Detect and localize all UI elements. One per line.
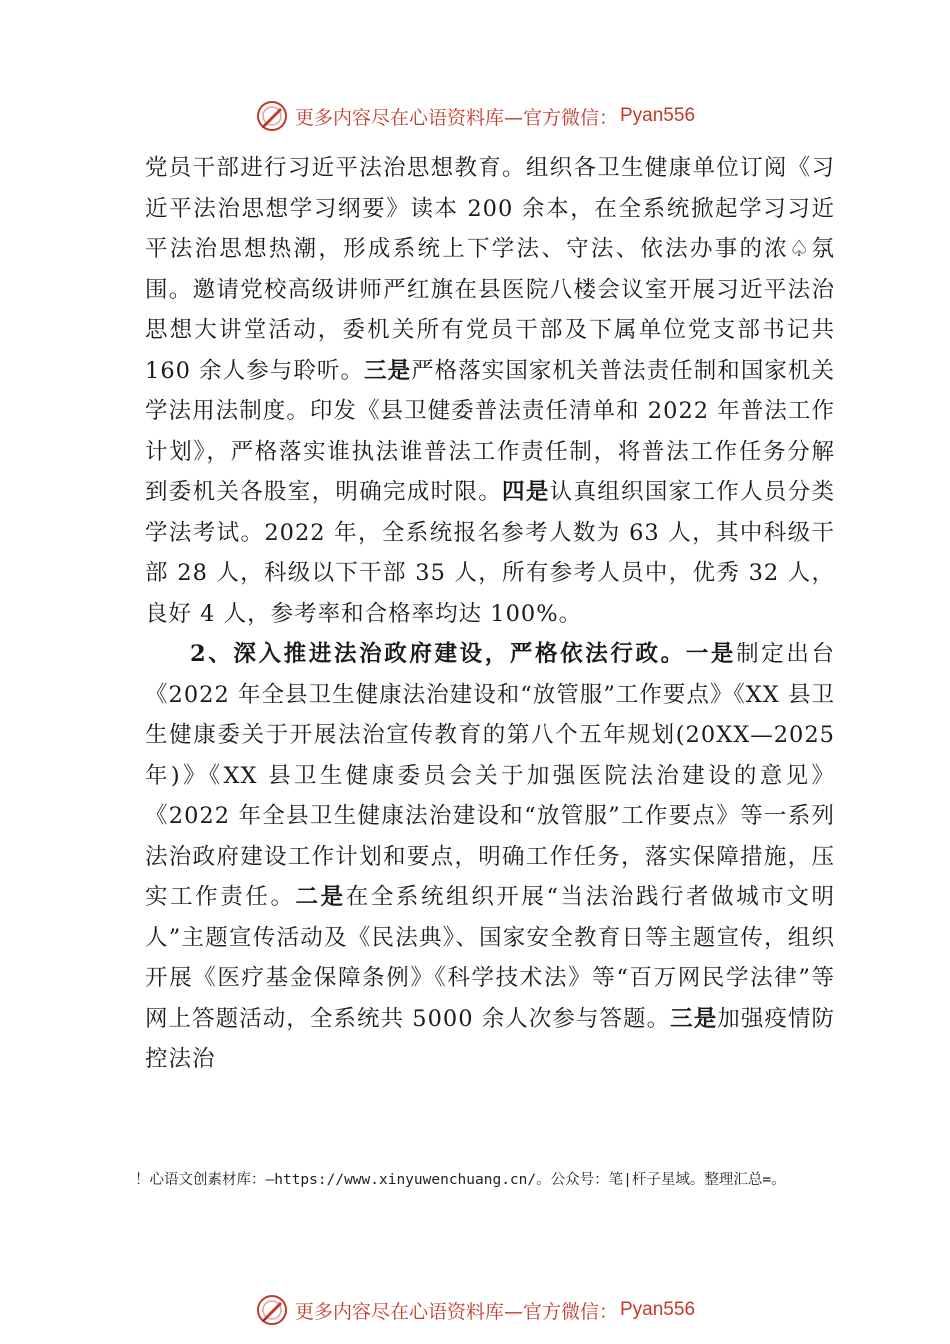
document-body (145, 148, 835, 1080)
paragraph-2 (145, 634, 835, 1080)
p2-sentence-3: 加强疫情防控法治 (145, 1005, 835, 1072)
p2-keyword-2: 二是 (295, 884, 346, 910)
banner-wechat-id: Pyan556 (620, 105, 696, 126)
brand-logo-icon (255, 99, 289, 133)
p1-sentence-3: 严格落实国家机关普法责任制和国家机关学法用法制度。印发《县卫健委普法责任清单和 2022 年普法工作计划》，严格落实谁执法谁普法工作责任制，将普法工作任务分解到委机关各股室，明确完成时限。 (145, 357, 835, 505)
p2-keyword-1: 一是 (685, 641, 737, 667)
p2-keyword-3: 三是 (670, 1005, 718, 1032)
p1-sentence-4: 认真组织国家工作人员分类学法考试。2022 年，全系统报名参考人数为 63 人，其中科级干部 28 人，科级以下干部 35 人，所有参考人员中，优秀 32 人， 良好 4 人，参考率和合格率均达 100%。 (145, 479, 835, 627)
p1-glyph: ♤ (789, 236, 812, 262)
banner-wechat-id: Pyan556 (620, 1299, 696, 1320)
p1-keyword-3: 三是 (364, 357, 412, 384)
p1-sentence-2: 氛围。邀请党校高级讲师严红旗在县医院八楼会议室开展习近平法治思想大讲堂活动，委机关所有党员干部及下属单位党支部书记共 160 余人参与聆听。 (145, 236, 835, 384)
p2-sentence-2: 在全系统组织开展“当法治践行者做城市文明人”主题宣传活动及《民法典》、国家安全教育日等主题宣传，组织开展《医疗基金保障条例》《科学技术法》等“百万网民学法律”等网上答题活动，全系统共 5000 余人次参与答题。 (145, 884, 835, 1032)
paragraph-1 (145, 148, 835, 634)
p2-sentence-1: 制定出台《2022 年全县卫生健康法治建设和“放管服”工作要点》《XX 县卫生健康委关于开展法治宣传教育的第八个五年规划(20XX—2025 年)》《XX 县卫生健康委员会关于加强医院法治建设的意见》《2022 年全县卫生健康法治建设和“放管服”工作要点》等一系列法治政府建设工作计划和要点，明确工作任务，落实保障措施，压实工作责任。 (145, 641, 835, 910)
p2-heading: 2、深入推进法治政府建设，严格依法行政。 (190, 641, 686, 667)
header-banner (0, 96, 950, 136)
p1-sentence-1: 党员干部进行习近平法治思想教育。组织各卫生健康单位订阅《习近平法治思想学习纲要》读本 200 余本，在全系统掀起学习习近平法治思想热潮，形成系统上下学法、守法、依法办事的浓 (145, 155, 835, 262)
footnote: ！心语文创素材库：—https://www.xinyuwenchuang.cn/。公众号：笔|杆子星域。整理汇总=。 (135, 1172, 786, 1188)
p1-keyword-4: 四是 (502, 479, 550, 505)
banner-text: 更多内容尽在心语资料库—官方微信： (294, 106, 618, 129)
footer-banner (0, 1290, 950, 1330)
banner-text: 更多内容尽在心语资料库—官方微信： (294, 1300, 618, 1323)
brand-logo-icon (255, 1293, 289, 1327)
